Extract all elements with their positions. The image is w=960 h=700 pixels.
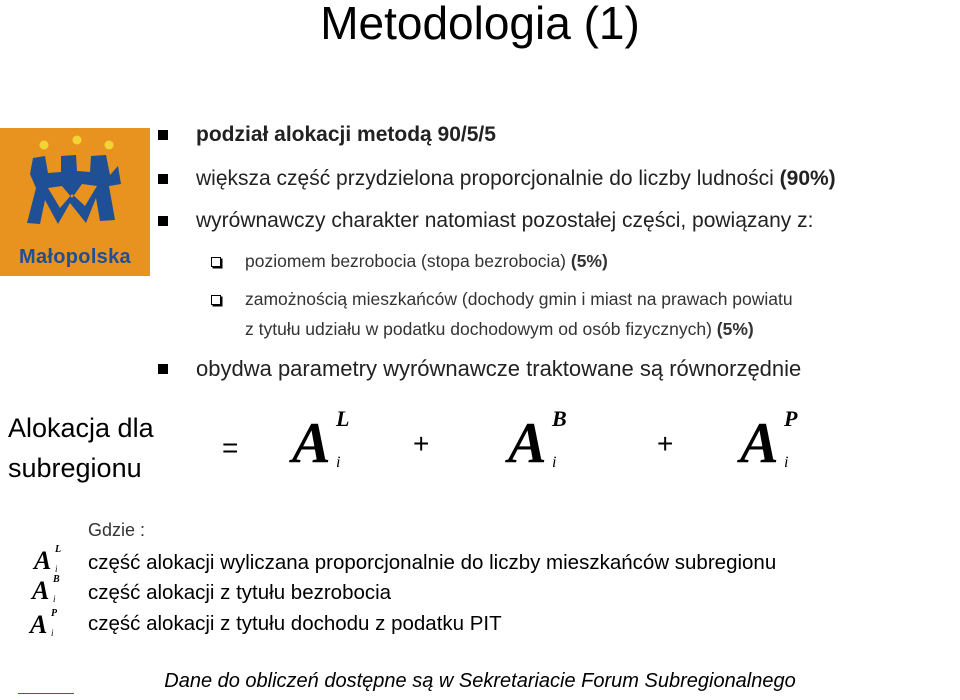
bullet-marker [158, 216, 168, 226]
sub-bullet-unemployment [245, 251, 608, 272]
formula-term-sub: i [336, 454, 341, 471]
sub-bullet-marker [211, 257, 221, 267]
sub-bullet-wealth-line2 [245, 319, 754, 340]
bullet-marker [158, 364, 168, 374]
definition-unemployment: część alokacji z tytułu bezrobocia [88, 581, 392, 604]
def-symbol-AP [30, 608, 64, 640]
footer-rule [18, 693, 74, 694]
definition-population: część alokacji wyliczana proporcjonalnie do liczby mieszkańców subregionu [88, 551, 777, 574]
formula-term-AB [508, 406, 578, 475]
plus-sign: + [657, 428, 674, 459]
formula-term-sub: i [552, 454, 557, 471]
sub-bullet-wealth-percent: (5%) [716, 319, 754, 339]
allocation-label [8, 408, 154, 488]
def-symbol-base: A [34, 546, 52, 575]
allocation-label-line2: subregionu [8, 453, 142, 483]
logo-text: Małopolska [19, 246, 131, 268]
def-symbol-AB [32, 574, 66, 606]
bullet-marker [158, 130, 168, 140]
sub-bullet-wealth-line1: zamożnością mieszkańców (dochody gmin i miast na prawach powiatu [245, 289, 793, 309]
sub-bullet-unemployment-text: poziomem bezrobocia (stopa bezrobocia) [245, 251, 566, 271]
def-symbol-AL [34, 544, 68, 576]
bullet-population-text: większa część przydzielona proporcjonalnie do liczby ludności [196, 167, 774, 190]
bullet-marker [158, 174, 168, 184]
equals-sign: = [222, 432, 239, 463]
formula-term-base: A [508, 410, 547, 475]
definition-pit: część alokacji z tytułu dochodu z podatku PIT [88, 612, 502, 635]
malopolska-emblem-icon [0, 128, 150, 248]
footnote: Dane do obliczeń dostępne są w Sekretariacie Forum Subregionalnego [164, 670, 796, 692]
formula-term-AL [292, 406, 362, 475]
formula-term-sup: B [552, 406, 567, 431]
plus-sign: + [413, 428, 430, 459]
where-label: Gdzie : [88, 520, 146, 540]
allocation-label-line1: Alokacja dla [8, 413, 154, 443]
bullet-allocation-method: podział alokacji metodą 90/5/5 [196, 123, 496, 146]
bullet-population-share [196, 167, 836, 191]
bullet-population-percent: (90%) [779, 167, 836, 190]
def-symbol-sub: i [55, 564, 58, 574]
def-symbol-sub: i [51, 628, 54, 638]
def-symbol-sup: L [55, 544, 62, 555]
formula-term-sup: P [784, 406, 798, 431]
formula-term-sup: L [336, 406, 350, 431]
bullet-equal-parameters: obydwa parametry wyrównawcze traktowane są równorzędnie [196, 356, 802, 381]
malopolska-logo [0, 128, 150, 276]
sub-bullet-marker [211, 295, 221, 305]
def-symbol-base: A [32, 576, 50, 605]
sub-bullet-wealth-text: z tytułu udziału w podatku dochodowym od osób fizycznych) [245, 319, 712, 339]
bullet-equalizing-part: wyrównawczy charakter natomiast pozostałej części, powiązany z: [196, 209, 814, 232]
formula-term-base: A [292, 410, 331, 475]
formula-term-AP [740, 406, 810, 475]
def-symbol-sub: i [53, 594, 56, 604]
formula-term-sub: i [784, 454, 789, 471]
def-symbol-sup: B [53, 574, 60, 585]
slide-title: Metodologia (1) [320, 0, 640, 49]
def-symbol-base: A [30, 610, 48, 639]
def-symbol-sup: P [51, 608, 58, 619]
formula-term-base: A [740, 410, 779, 475]
sub-bullet-unemployment-percent: (5%) [570, 251, 608, 271]
